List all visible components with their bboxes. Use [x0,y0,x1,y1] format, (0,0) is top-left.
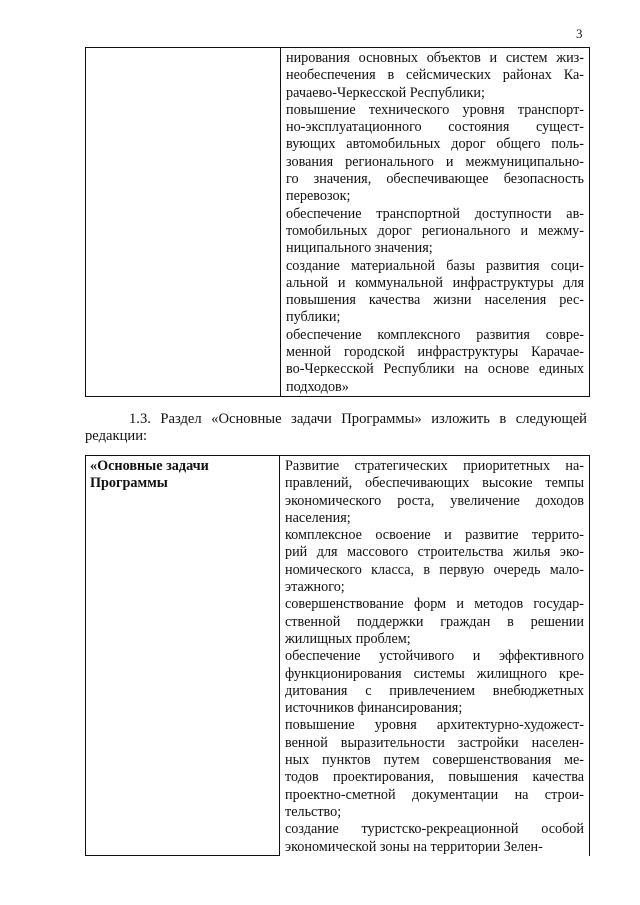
text-line: но-эксплуатационного состояния сущест- [286,119,584,136]
text-line: го значения, обеспечивающее безопасность [286,171,584,188]
text-line: необеспечения в сейсмических районах Ка- [286,67,584,84]
text-line: этажного; [285,579,345,596]
top-table-right-cell [281,48,590,397]
text-line: обеспечение транспортной доступности ав- [286,205,584,222]
section-label-line: «Основные задачи [90,458,209,474]
bottom-table-lines [280,456,589,856]
text-line: совершенствование форм и методов государ- [285,596,584,613]
top-table [85,47,590,397]
text-line: альной и коммунальной инфраструктуры для [286,274,584,291]
text-line: повышения качества жизни населения рес- [286,292,584,309]
text-line: создание туристско-рекреационной особой [285,821,584,838]
paragraph-line: 1.3. Раздел «Основные задачи Программы» изложить в следующей [129,411,587,427]
text-line: повышение технического уровня транспорт- [286,101,584,118]
text-line: дитования с привлечением внебюджетных [285,682,584,699]
text-line: рачаево-Черкесской Республики; [286,84,485,101]
text-line: функционирования системы жилищного кре- [285,665,584,682]
text-line: экономического роста, увеличение доходов [285,492,584,509]
text-line: ственной поддержки граждан в решении [285,613,584,630]
text-line: ниципального значения; [286,240,433,257]
text-line: номического класса, в первую очередь мало- [285,561,584,578]
text-line: рий для массового строительства жилья эко- [285,544,584,561]
text-line: ных пунктов путем совершенствования ме- [285,752,584,769]
section-label-line: Программы [90,475,168,492]
text-line: томобильных дорог регионального и межму- [286,222,584,239]
section-label [86,456,279,493]
text-line: источников финансирования; [285,700,463,717]
text-line: вующих автомобильных дорог общего поль- [286,136,584,153]
top-table-left-cell [86,48,281,397]
text-line: венной выразительности застройки населен- [285,734,584,751]
page-number: 3 [576,26,583,41]
text-line: обеспечение устойчивого и эффективного [285,648,584,665]
bottom-table-left-cell [86,456,280,856]
text-line: комплексное освоение и развитие террито- [285,527,584,544]
text-line: Развитие стратегических приоритетных на- [285,458,584,474]
text-line: во-Черкесской Республики на основе единых [286,361,584,378]
text-line: публики; [286,309,341,326]
text-line: населения; [285,509,351,526]
text-line: повышение уровня архитектурно-художест- [285,717,584,734]
bottom-table-right-cell [280,456,590,856]
top-table-lines [281,48,589,396]
amendment-paragraph [85,411,587,446]
text-line: обеспечение комплексного развития совре- [286,326,584,343]
text-line: экономической зоны на территории Зелен- [285,838,543,855]
text-line: подходов» [286,378,349,395]
text-line: создание материальной базы развития соци- [286,257,584,274]
text-line: перевозок; [286,188,351,205]
text-line: проектно-сметной документации на строи- [285,786,584,803]
bottom-table [85,455,590,856]
text-line: правлений, обеспечивающих высокие темпы [285,475,584,492]
paragraph-line: редакции: [85,428,148,445]
text-line: зования регионального и межмуниципально- [286,153,584,170]
text-line: жилищных проблем; [285,630,411,647]
text-line: тодов проектирования, повышения качества [285,769,584,786]
text-line: нирования основных объектов и систем жиз- [286,50,584,66]
text-line: менной городской инфраструктуры Карачае- [286,344,584,361]
text-line: тельство; [285,803,342,820]
